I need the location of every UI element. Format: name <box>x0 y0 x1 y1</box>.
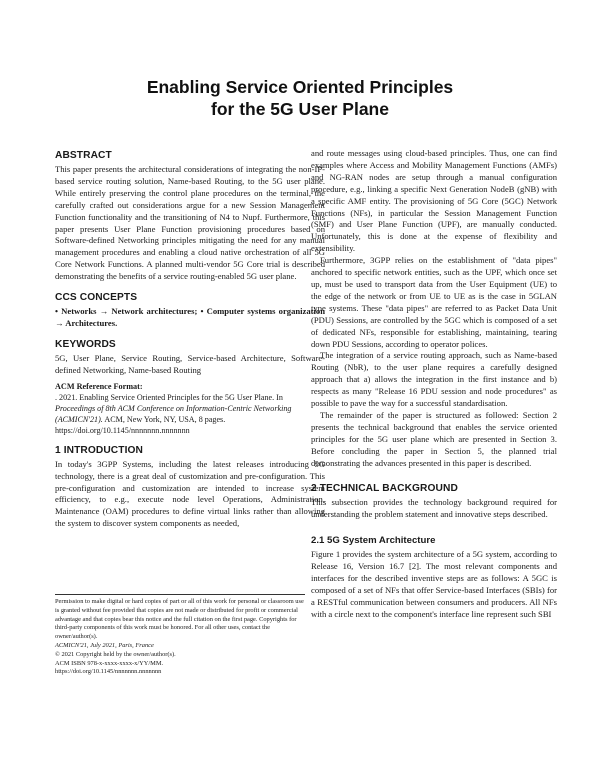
intro-paragraph-3: The integration of a service routing approach, such as Name-based Routing (NbR), to the user plane requires a carefully designed approach that a) allows the integration in the first instance and b) respects as many "Release 16 PDU session and node procedures" as possible to pave the way for a successful standardisation. <box>311 350 557 409</box>
system-architecture-heading: 2.1 5G System Architecture <box>311 535 436 547</box>
acm-reference-pre: . 2021. Enabling Service Oriented Principles for the 5G User Plane. In <box>55 392 283 402</box>
abstract-text: This paper presents the architectural considerations of integrating the non-IP-based service routing solution, Name-based Routing, to the 5G user plane. While entirely preserving the control plane procedures on the terminal, the carefully crafted out considerations argue for a new Session Management Function functionality and the transitioning of N4 to Nupf. Furthermore, this paper presents User Plane Function provisioning procedures based on Software-defined Networking principles mitigating the need for any manual management procedures and enabling a cloud native orchestration of all 5G Core Network Functions. A planned multi-vendor 5G Core trial is described demonstrating the benefits of a service routing-enabled 5G user plane. <box>55 164 325 282</box>
title-line-2: for the 5G User Plane <box>211 99 389 119</box>
doi-link: https://doi.org/10.1145/nnnnnnn.nnnnnnn <box>55 668 162 676</box>
intro-continued: and route messages using cloud-based principles. Thus, one can find examples where Access and Mobility Management Functions (AMFs) and NG-RAN nodes are setup through a manual configuration procedure, e.g., linking a specific Next Generation NodeB (gNB) with a specific AMF entity. The provisioning of 5G Core (5GC) Network Functions (NFs), in particular the Session Management Function (SMF) and User Plane Function (UPF), are manually conducted. Unfortunately, this is done at the expense of flexibility and extensibility. <box>311 148 557 254</box>
left-column <box>55 150 325 530</box>
technical-background-text: This subsection provides the technology background required for understanding the problem statement and innovative steps described. <box>311 497 557 520</box>
permission-notice: Permission to make digital or hard copies of part or all of this work for personal or classroom use is granted without fee provided that copies are not made or distributed for profit or commercial advantage and that copies bear this notice and the full citation on the first page. Copyrights for third-party components of this work must be honored. For all other uses, contact the owner/author(s). <box>55 598 304 641</box>
technical-background-heading: 2 TECHNICAL BACKGROUND <box>311 483 458 495</box>
abstract-heading: ABSTRACT <box>55 150 112 161</box>
isbn: ACM ISBN 978-x-xxxx-xxxx-x/YY/MM. <box>55 659 164 667</box>
conference-info: ACMICN'21, July 2021, Paris, France <box>55 641 154 649</box>
copyright-notice: © 2021 Copyright held by the owner/author(s). <box>55 650 176 658</box>
intro-paragraph-4: The remainder of the paper is structured as followed: Section 2 presents the technical background that enables the service oriented principles for the 5G user plane which are presented in Section 3. Before concluding the paper in Section 5, the planned trial demonstrating the advances presented in this paper is described. <box>311 409 557 468</box>
ccs-text: • Networks → Network architectures; • Computer systems organization → Architectures. <box>55 306 325 328</box>
keywords-heading: KEYWORDS <box>55 338 116 350</box>
introduction-text: In today's 3GPP Systems, including the latest releases introducing 5G technology, there is a great deal of customization and pre-configuration. This pre-configuration and customization are intended to increase system efficiency, to e.g., execute node level Operations, Administration, Maintenance (OAM) procedures to define virtual links rather than allowing the system to discover system components as needed, <box>55 458 325 529</box>
title-line-1: Enabling Service Oriented Principles <box>146 77 454 97</box>
intro-paragraph-2: Furthermore, 3GPP relies on the establishment of "data pipes" anchored to specific network entities, such as the UPF, which once set up, must be used to transport data from the User Equipment (UE) to the edge of the network or from UE to UE as is the case in 5GLAN type systems. These "data pipes" are referred to as Packet Data Unit (PDU) Sessions, are controlled by the 5GC which is composed of a set of dedicated NFs, responsible for establishing, maintaining, tearing down PDU Sessions, according to operator polices. <box>311 255 557 349</box>
acm-reference-heading: ACM Reference Format: <box>55 381 143 391</box>
introduction-heading: 1 INTRODUCTION <box>55 444 143 456</box>
acm-reference-proceedings: Proceedings of 8th ACM Conference on Information-Centric Networking (ACMICN'21). <box>55 403 292 424</box>
footnote-block <box>55 594 305 677</box>
paper-title <box>0 76 600 120</box>
acm-reference-text <box>55 392 325 436</box>
ccs-heading: CCS CONCEPTS <box>55 292 138 304</box>
right-column <box>311 148 557 621</box>
keywords-text: 5G, User Plane, Service Routing, Service-based Architecture, Software-defined Networking, Name-based Routing <box>55 352 325 375</box>
system-architecture-text: Figure 1 provides the system architecture of a 5G system, according to Release 16, Version 16.7 [2]. The most relevant components and interfaces for the described inventive steps are as follows: A 5GC is composed of a set of NFs that offer Service-based Interfaces (SBIs) for a RESTful communication between consumers and producers. All NFs with a circle next to the component's interface line represent such SBI <box>311 549 557 619</box>
acm-reference-post: ACM, New York, NY, USA, 8 pages. https://doi.org/10.1145/nnnnnnn.nnnnnnn <box>55 414 226 435</box>
